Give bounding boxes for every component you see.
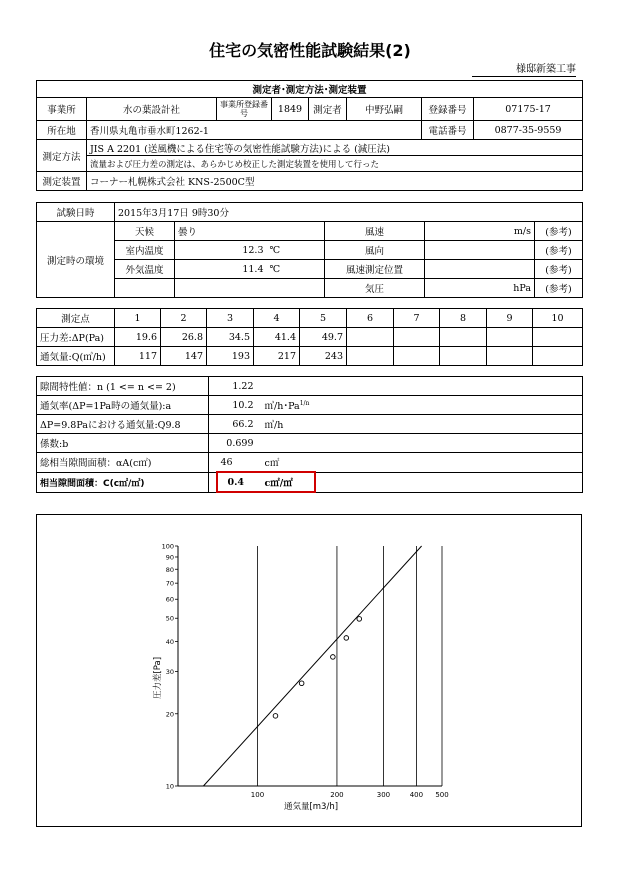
measurer-value: 中野弘嗣: [347, 98, 422, 121]
measurement-points-table: [36, 308, 583, 366]
dp-value: 26.8: [161, 328, 207, 347]
wind-dir-label: 風向: [325, 241, 425, 260]
alphaA-value: 46: [217, 453, 257, 473]
office-label: 事業所: [37, 98, 87, 121]
c-value: 0.4: [217, 472, 257, 492]
weather-label: 天候: [115, 222, 175, 241]
address-value: 香川県丸亀市垂水町1262-1: [87, 121, 422, 140]
office-reg-label: 事業所登録番号: [217, 98, 272, 121]
device-label: 測定装置: [37, 172, 87, 191]
measurer-table: [36, 80, 583, 191]
q-value: 217: [254, 347, 300, 366]
dp-value: [394, 328, 440, 347]
method-label: 測定方法: [37, 140, 87, 172]
y-tick-label: 60: [165, 595, 174, 604]
y-tick-label: 10: [165, 782, 174, 791]
wind-pos-label: 風速測定位置: [325, 260, 425, 279]
x-axis-label: 通気量[m3/h]: [283, 802, 339, 812]
y-tick-label: 100: [161, 542, 174, 551]
q-value: 117: [115, 347, 161, 366]
alphaA-unit: c㎡: [257, 453, 315, 473]
point-number: 2: [161, 309, 207, 328]
office-value: 水の葉設計社: [87, 98, 217, 121]
section1-header: 測定者･測定方法･測定装置: [37, 81, 583, 98]
x-tick-label: 500: [435, 791, 449, 799]
point-number: 7: [394, 309, 440, 328]
date-label: 試験日時: [37, 203, 115, 222]
x-tick-label: 200: [330, 791, 344, 799]
dp-value: 34.5: [207, 328, 254, 347]
chart-frame: [36, 514, 582, 827]
pressure-label: 気圧: [325, 279, 425, 298]
method-value-2: 流量および圧力差の測定は、あらかじめ校正した測定装置を使用して行った: [87, 156, 583, 172]
x-tick-label: 100: [250, 791, 265, 799]
pressure-unit: hPa: [425, 279, 535, 298]
office-reg-value: 1849: [272, 98, 309, 121]
a-value: 10.2: [217, 396, 257, 415]
c-label: 相当隙間面積：C(c㎡/㎡): [37, 472, 209, 492]
phone-value: 0877-35-9559: [474, 121, 583, 140]
q98-label: ΔP=9.8Paにおける通気量:Q9.8: [37, 415, 209, 434]
point-number: 10: [533, 309, 583, 328]
point-number: 3: [207, 309, 254, 328]
q-value: 243: [300, 347, 347, 366]
reg-value: 07175-17: [474, 98, 583, 121]
q-value: 147: [161, 347, 207, 366]
address-label: 所在地: [37, 121, 87, 140]
point-number: 5: [300, 309, 347, 328]
outdoor-temp-unit: ℃: [267, 260, 325, 279]
dp-label: 圧力差:ΔP(Pa): [37, 328, 115, 347]
device-value: コーナー札幌株式会社 KNS-2500C型: [87, 172, 583, 191]
dp-value: [533, 328, 583, 347]
a-unit-sup: 1/n: [299, 399, 310, 407]
b-value: 0.699: [217, 434, 257, 453]
wind-speed-unit: m/s: [425, 222, 535, 241]
indoor-temp-unit: ℃: [267, 241, 325, 260]
points-label: 測定点: [37, 309, 115, 328]
q98-unit: ㎥/h: [257, 415, 315, 434]
n-label: 隙間特性値：n (1 <= n <= 2): [37, 377, 209, 396]
point-number: 4: [254, 309, 300, 328]
env-label: 測定時の環境: [37, 222, 115, 298]
wind-pos-ref: (参考): [535, 260, 583, 279]
q-value: [347, 347, 394, 366]
point-number: 9: [487, 309, 533, 328]
dp-value: 41.4: [254, 328, 300, 347]
outdoor-temp-value: 11.4: [175, 260, 267, 279]
wind-speed-ref: (参考): [535, 222, 583, 241]
wind-dir-ref: (参考): [535, 241, 583, 260]
q-value: [440, 347, 487, 366]
date-value: 2015年3月17日 9時30分: [115, 203, 583, 222]
wind-speed-label: 風速: [325, 222, 425, 241]
point-number: 6: [347, 309, 394, 328]
results-table: [36, 376, 583, 493]
dp-value: [487, 328, 533, 347]
q98-value: 66.2: [217, 415, 257, 434]
measurer-label: 測定者: [309, 98, 347, 121]
weather-value: 曇り: [175, 222, 267, 241]
y-tick-label: 70: [165, 579, 174, 588]
indoor-temp-value: 12.3: [175, 241, 267, 260]
indoor-temp-label: 室内温度: [115, 241, 175, 260]
outdoor-temp-label: 外気温度: [115, 260, 175, 279]
dp-value: 19.6: [115, 328, 161, 347]
q-value: [487, 347, 533, 366]
b-label: 係数:b: [37, 434, 209, 453]
point-number: 8: [440, 309, 487, 328]
environment-table: [36, 202, 583, 298]
y-tick-label: 80: [165, 565, 174, 574]
q-value: 193: [207, 347, 254, 366]
point-number: 1: [115, 309, 161, 328]
y-tick-label: 90: [165, 553, 174, 562]
y-tick-label: 30: [165, 667, 174, 676]
pressure-ref: (参考): [535, 279, 583, 298]
alphaA-label: 総相当隙間面積：αA(c㎡): [37, 453, 209, 473]
y-tick-label: 50: [165, 614, 174, 623]
page-title: 住宅の気密性能試験結果(2): [209, 41, 411, 60]
method-value-1: JIS A 2201 (送風機による住宅等の気密性能試験方法)による (減圧法): [87, 140, 583, 156]
a-unit: ㎥/h･Pa: [264, 401, 300, 412]
a-label: 通気率(ΔP=1Pa時の通気量):a: [37, 396, 209, 415]
reg-label: 登録番号: [422, 98, 474, 121]
q-label: 通気量:Q(㎥/h): [37, 347, 115, 366]
y-axis-label: 圧力差[Pa]: [153, 656, 163, 700]
n-value: 1.22: [217, 377, 257, 396]
x-tick-label: 400: [409, 791, 424, 799]
q-value: [394, 347, 440, 366]
dp-value: [347, 328, 394, 347]
dp-value: 49.7: [300, 328, 347, 347]
phone-label: 電話番号: [422, 121, 474, 140]
client-name: 様邸新築工事: [472, 60, 576, 77]
dp-value: [440, 328, 487, 347]
q-value: [533, 347, 583, 366]
x-tick-label: 300: [376, 791, 391, 799]
c-unit: c㎡/㎡: [257, 472, 315, 492]
y-tick-label: 20: [165, 710, 174, 719]
y-tick-label: 40: [165, 638, 174, 647]
